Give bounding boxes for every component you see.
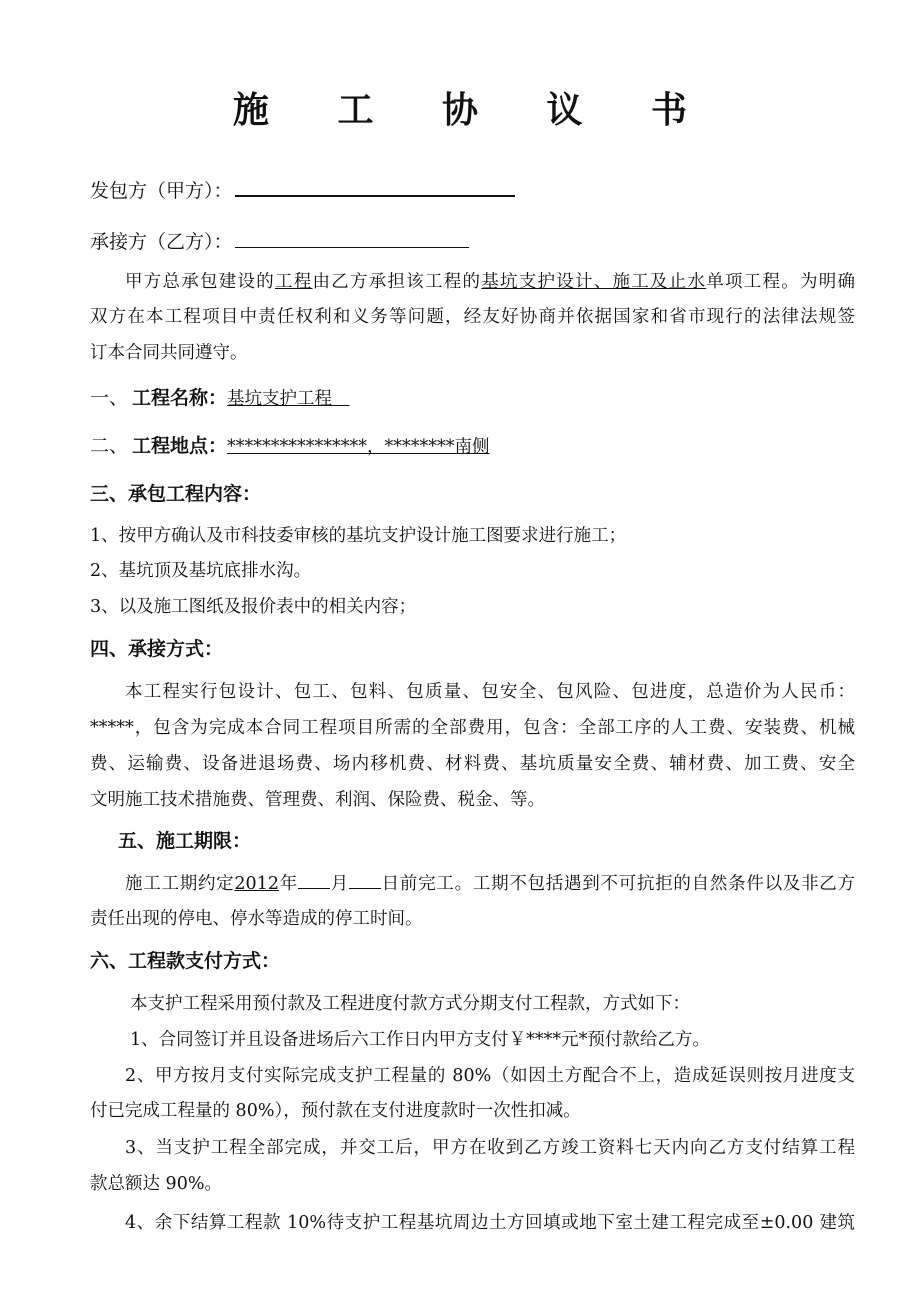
s6-line-6: 款总额达 90%。 [90,1174,222,1194]
section-2-project-location [90,431,490,458]
document-title: 施 工 协 议 书 [232,89,716,131]
project-name-value: 基坑支护工程 [227,389,350,409]
s6-line-7: 4、余下结算工程款 10%待支护工程基坑周边土方回填或地下室土建工程完成至±0.00 建筑 [125,1213,855,1233]
section-6-heading: 六、工程款支付方式： [90,950,281,972]
s5-text: 施工工期约定 [125,874,235,894]
s4-line-2: *****，包含为完成本合同工程项目所需的全部费用，包含：全部工序的人工费、安装费、机械 [90,718,855,738]
party-a-label: 发包方（甲方）： [90,180,233,202]
section-5-heading: 五、施工期限： [118,830,252,852]
intro-text: 单项工程。为明确 [706,272,855,292]
section-3-heading: 三、承包工程内容： [90,483,262,505]
section-label: 工程名称： [132,387,228,409]
s5-year: 2012 [234,874,279,894]
section-number: 一、 [90,387,129,409]
s5-text: 日前完工。工期不包括遇到不可抗拒的自然条件以及非乙方 [380,874,856,894]
section-4-heading: 四、承接方式： [90,638,224,660]
s4-line-3: 费、运输费、设备进退场费、场内移机费、材料费、基坑质量安全费、辅材费、加工费、安全 [90,754,855,774]
s4-line-1: 本工程实行包设计、包工、包料、包质量、包安全、包风险、包进度，总造价为人民币： [125,682,855,702]
s3-item-3: 3、以及施工图纸及报价表中的相关内容； [90,597,417,617]
intro-text: 由乙方承担该工程的 [312,272,482,292]
s6-line-5: 3、当支护工程全部完成，并交工后，甲方在收到乙方竣工资料七天内向乙方支付结算工程 [125,1138,855,1158]
intro-line-3: 订本合同共同遵守。 [90,343,248,363]
s4-line-4: 文明施工技术措施费、管理费、利润、保险费、税金、等。 [90,790,545,810]
month-blank [298,872,330,889]
s5-line-1 [90,870,855,895]
s5-text: 年 [278,874,298,894]
party-b-blank [235,229,469,248]
intro-scope-underline: 基坑支护设计、施工及止水 [481,272,707,292]
s6-line-4: 付已完成工程量的 80%），预付款在支付进度款时一次性扣减。 [90,1101,581,1121]
party-a-blank [235,177,515,197]
party-b-row [90,227,469,254]
section-label: 工程地点： [132,435,228,457]
intro-line-1 [90,268,855,293]
day-blank [349,872,381,889]
intro-project-underline: 工程 [275,272,313,292]
s6-line-2: 1、合同签订并且设备进场后六工作日内甲方支付￥****元*预付款给乙方。 [130,1030,710,1050]
section-1-project-name [90,383,350,410]
party-b-label: 承接方（乙方）： [90,231,233,253]
section-number: 二、 [90,435,129,457]
project-location-value: ****************，********南侧 [227,437,490,457]
s5-line-2: 责任出现的停电、停水等造成的停工时间。 [90,909,423,929]
party-a-row [90,176,515,203]
s3-item-2: 2、基坑顶及基坑底排水沟。 [90,561,312,581]
s5-text: 月 [329,874,349,894]
s3-item-1: 1、按甲方确认及市科技委审核的基坑支护设计施工图要求进行施工； [90,526,627,546]
intro-line-2: 双方在本工程项目中责任权利和义务等问题，经友好协商并依据国家和省市现行的法律法规签 [90,307,855,327]
intro-text: 甲方总承包建设的 [125,272,275,292]
s6-line-1: 本支护工程采用预付款及工程进度付款方式分期支付工程款，方式如下： [130,994,690,1014]
s6-line-3: 2、甲方按月支付实际完成支护工程量的 80%（如因土方配合不上，造成延误则按月进度支 [125,1066,855,1086]
